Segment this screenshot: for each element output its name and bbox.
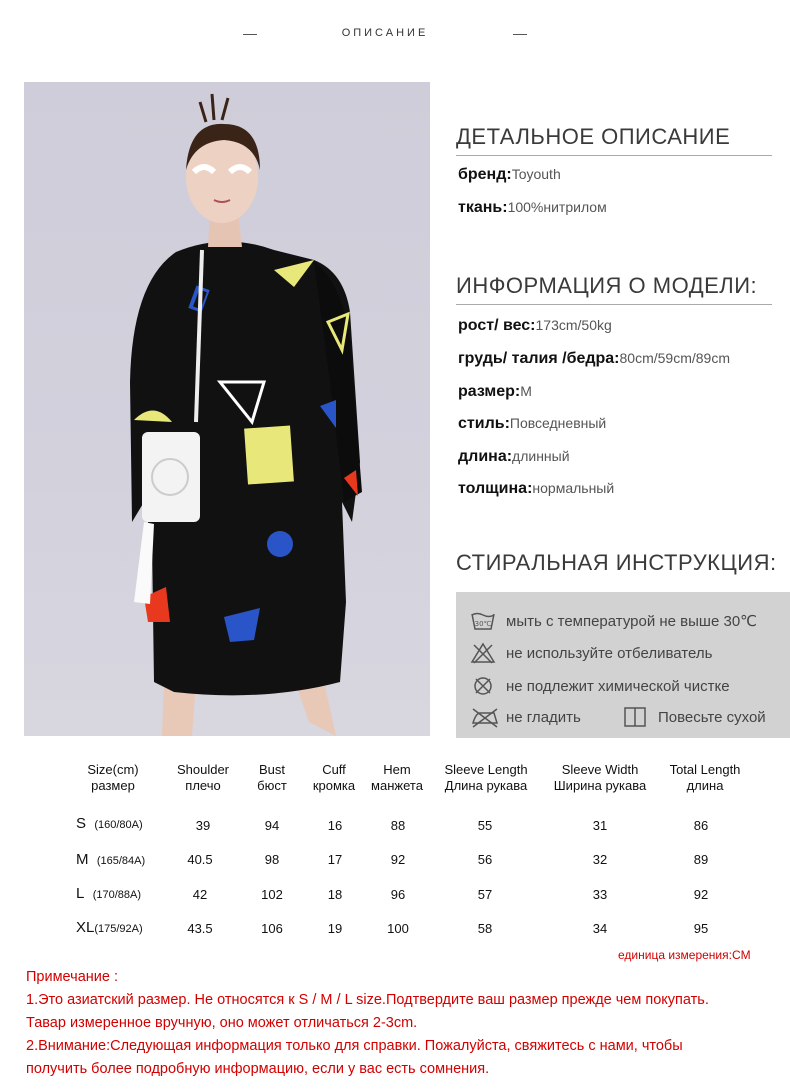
model-thickness (458, 480, 614, 498)
row-s-bust: 94 (264, 818, 280, 833)
col-header-sleeve-length-ru: Длина рукава (444, 778, 528, 793)
row-l-hem: 96 (390, 887, 406, 902)
col-header-shoulder-ru: плечо (185, 778, 221, 793)
length-value: длинный (512, 448, 570, 464)
row-l-sleeve-width: 33 (592, 887, 608, 902)
col-header-shoulder (168, 762, 238, 794)
fabric-value: 100%нитрилом (507, 199, 607, 215)
brand-field (458, 166, 561, 184)
wash-temp-row (470, 610, 757, 632)
row-m-hem: 92 (390, 852, 406, 867)
col-header-sleeve-width-ru: Ширина рукава (553, 778, 647, 793)
row-s-hem: 88 (390, 818, 406, 833)
col-header-size (78, 762, 148, 794)
row-m-size-letter: M (76, 851, 89, 868)
row-l-sleeve-length: 57 (477, 887, 493, 902)
row-xl-bust: 106 (261, 921, 283, 936)
no-dry-clean-icon (470, 675, 496, 697)
model-rule (456, 304, 772, 305)
brand-key: бренд: (458, 166, 512, 183)
row-m-sleeve-width: 32 (592, 852, 608, 867)
row-xl-size-letter: XL (76, 919, 95, 936)
col-header-total-length (660, 762, 750, 794)
col-header-hem-en: Hem (383, 762, 411, 777)
row-s-shoulder: 39 (195, 818, 211, 833)
fabric-field (458, 199, 607, 217)
row-l-size (76, 885, 141, 902)
row-s-size-code: (160/80A) (94, 819, 143, 831)
row-l-total-length: 92 (693, 887, 709, 902)
row-l-shoulder: 42 (192, 887, 208, 902)
wash-30-icon-label: 30℃ (474, 620, 492, 628)
notes-line-1: 1.Это азиатский размер. Не относятся к S / M / L size.Подтвердите ваш размер прежде чем покупать. (26, 992, 709, 1008)
row-xl-sleeve-width: 34 (592, 921, 608, 936)
row-xl-size-code: (175/92A) (94, 923, 143, 935)
col-header-sleeve-width (546, 762, 654, 794)
notes-heading: Примечание : (26, 969, 118, 985)
model-measurements (458, 350, 730, 368)
row-s-size-letter: S (76, 815, 87, 832)
thickness-key: толщина: (458, 480, 533, 497)
hang-dry-icon (622, 706, 648, 728)
style-key: стиль: (458, 415, 510, 432)
col-header-bust-en: Bust (258, 762, 285, 777)
height-weight-key: рост/ вес: (458, 317, 536, 334)
row-m-shoulder: 40.5 (187, 852, 213, 867)
row-xl-hem: 100 (387, 921, 409, 936)
no-iron-icon (470, 706, 496, 728)
row-s-sleeve-width: 31 (592, 818, 608, 833)
thickness-value: нормальный (532, 480, 615, 496)
row-l-size-code: (170/88A) (92, 889, 141, 901)
no-bleach-row (470, 642, 712, 664)
row-l-bust: 102 (261, 887, 283, 902)
col-header-shoulder-en: Shoulder (176, 762, 230, 777)
product-photo (24, 82, 430, 736)
model-size (458, 383, 532, 401)
notes-line-4: получить более подробную информацию, если у вас есть сомнения. (26, 1061, 490, 1077)
measurements-value: 80cm/59cm/89cm (619, 350, 730, 366)
unit-label: единица измерения:CM (618, 948, 751, 962)
row-m-total-length: 89 (693, 852, 709, 867)
model-length (458, 448, 570, 466)
washing-panel (456, 592, 790, 738)
row-m-size (76, 851, 145, 868)
col-header-sleeve-width-en: Sleeve Width (561, 762, 639, 777)
row-s-size (76, 815, 143, 832)
notes-line-3: 2.Внимание:Следующая информация только для справки. Пожалуйста, свяжитесь с нами, чтобы (26, 1038, 683, 1054)
col-header-bust (246, 762, 298, 794)
row-s-cuff: 16 (327, 818, 343, 833)
col-header-total-length-en: Total Length (669, 762, 741, 777)
height-weight-value: 173cm/50kg (535, 317, 612, 333)
length-key: длина: (458, 448, 513, 465)
no-bleach-label: не используйте отбеливатель (506, 644, 713, 662)
col-header-cuff (306, 762, 362, 794)
wash-30-icon (470, 610, 496, 632)
col-header-total-length-ru: длина (686, 778, 724, 793)
row-l-size-letter: L (76, 885, 85, 902)
page-title: ОПИСАНИЕ (341, 27, 429, 39)
row-xl-total-length: 95 (693, 921, 709, 936)
size-value: M (520, 383, 532, 399)
row-xl-size (76, 919, 143, 936)
size-key: размер: (458, 383, 521, 400)
row-s-total-length: 86 (693, 818, 709, 833)
no-dry-clean-label: не подлежит химической чистке (506, 677, 730, 695)
col-header-size-ru: размер (91, 778, 135, 793)
col-header-cuff-ru: кромка (312, 778, 356, 793)
model-height-weight (458, 317, 612, 335)
header-rule-right (513, 34, 527, 35)
wash-temp-label: мыть с температурой не выше 30℃ (506, 613, 758, 630)
brand-value: Toyouth (511, 166, 561, 182)
notes-line-2: Тавар измеренное вручную, оно может отличаться 2-3cm. (26, 1015, 418, 1031)
col-header-cuff-en: Cuff (322, 762, 346, 777)
row-m-size-code: (165/84A) (96, 855, 146, 867)
row-xl-shoulder: 43.5 (187, 921, 213, 936)
no-iron-row (470, 706, 581, 728)
hang-dry-label: Повесьте сухой (658, 708, 766, 726)
row-s-sleeve-length: 55 (477, 818, 493, 833)
row-m-sleeve-length: 56 (477, 852, 493, 867)
details-rule (456, 155, 772, 156)
col-header-bust-ru: бюст (257, 778, 287, 793)
no-bleach-icon (470, 642, 496, 664)
washing-title: СТИРАЛЬНАЯ ИНСТРУКЦИЯ: (456, 550, 777, 575)
measurements-key: грудь/ талия /бедра: (458, 350, 620, 367)
details-title: ДЕТАЛЬНОЕ ОПИСАНИЕ (456, 124, 731, 149)
col-header-sleeve-length-en: Sleeve Length (444, 762, 528, 777)
col-header-hem (366, 762, 428, 794)
row-xl-cuff: 19 (327, 921, 343, 936)
fabric-key: ткань: (458, 199, 508, 216)
hang-dry-row (622, 706, 766, 728)
col-header-size-en: Size(cm) (87, 762, 139, 777)
row-m-bust: 98 (264, 852, 280, 867)
no-dry-clean-row (470, 675, 730, 697)
row-l-cuff: 18 (327, 887, 343, 902)
no-iron-label: не гладить (506, 708, 581, 726)
style-value: Повседневный (509, 415, 607, 431)
model-title: ИНФОРМАЦИЯ О МОДЕЛИ: (456, 273, 758, 298)
model-style (458, 415, 606, 433)
row-xl-sleeve-length: 58 (477, 921, 493, 936)
row-m-cuff: 17 (327, 852, 343, 867)
col-header-hem-ru: манжета (371, 778, 423, 793)
col-header-sleeve-length (436, 762, 536, 794)
